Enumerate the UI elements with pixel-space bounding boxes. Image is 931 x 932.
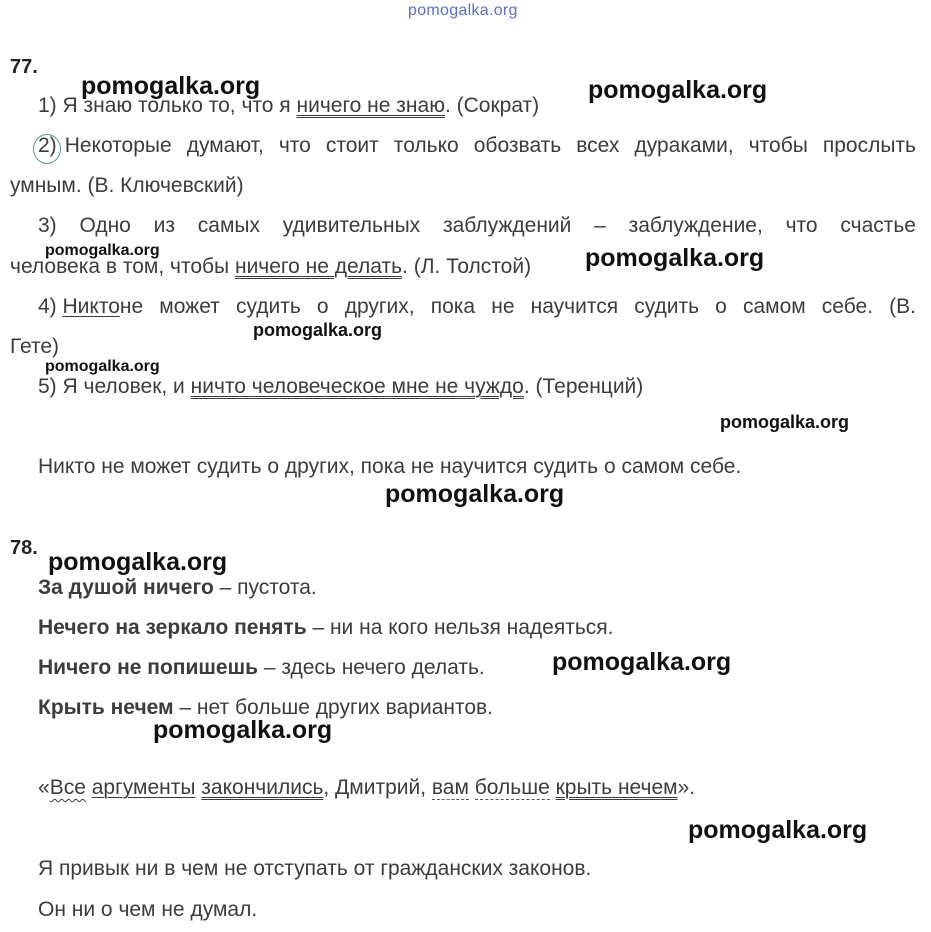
space [469, 776, 475, 799]
idiom-4-meaning: – нет больше других вариантов. [173, 696, 494, 719]
watermark: pomogalka.org [48, 548, 228, 576]
watermark: pomogalka.org [253, 320, 383, 340]
idiom-1-meaning: – пустота. [213, 576, 317, 599]
watermark: pomogalka.org [385, 480, 565, 508]
sentence-4-subject: Никто [62, 295, 120, 318]
sentence-5-start: 5) Я человек, и [38, 375, 191, 398]
watermark: pomogalka.org [588, 76, 768, 104]
sentence-4-rest: не может судить о других, пока не научится судить о самом себе. (В. [119, 295, 916, 318]
sentence-negative-2: Он ни о чем не думал. [38, 898, 258, 921]
sentence-5-end: . (Теренций) [523, 375, 644, 398]
sentence-negative-1: Я привык ни в чем не отступать от гражданских законов. [38, 857, 592, 880]
idiom-2 [38, 615, 614, 641]
idiom-2-meaning: – ни на кого нельзя надеяться. [306, 616, 614, 639]
example-word-subject: Все [49, 776, 86, 799]
sentence-3-line-1: 3) Одно из самых удивительных заблуждений – заблуждение, что счастье [38, 214, 916, 237]
idiom-3-phrase: Ничего не попишешь [38, 656, 258, 679]
idiom-4-phrase: Крыть нечем [38, 696, 174, 719]
sentence-2-line-1 [38, 133, 916, 159]
sentence-4-line-2: Гете) [10, 335, 60, 358]
sentence-3-underlined: ничего не делать [234, 255, 403, 278]
watermark: pomogalka.org [81, 72, 261, 100]
watermark: pomogalka.org [45, 358, 160, 375]
example-word-adverbial: больше [474, 776, 550, 799]
watermark: pomogalka.org [688, 816, 868, 844]
example-middle: , Дмитрий, [323, 776, 432, 799]
idiom-1-phrase: За душой ничего [38, 576, 214, 599]
exercise-number-77: 77. [10, 56, 38, 78]
sentence-2-marker: 2) [38, 134, 57, 157]
idiom-3 [38, 655, 485, 681]
sentence-5 [38, 374, 643, 400]
sentence-1-end: . (Сократ) [444, 94, 540, 117]
example-word-subject-2: аргументы [91, 776, 196, 799]
quote-close: ». [677, 776, 696, 799]
site-header: pomogalka.org [408, 2, 518, 19]
watermark: pomogalka.org [552, 648, 732, 676]
sentence-5-underlined: ничто человеческое мне не чуждо [190, 375, 524, 398]
example-word-object: вам [431, 776, 469, 799]
watermark: pomogalka.org [45, 242, 160, 259]
watermark: pomogalka.org [585, 244, 765, 272]
sentence-1-underlined: ничего не знаю [296, 94, 445, 117]
answer-77: Никто не может судить о других, пока не научится судить о самом себе. [38, 455, 742, 478]
sentence-1-start: 1) Я знаю только то, что я [38, 94, 297, 117]
sentence-3-start: человека в том, чтобы [10, 255, 235, 278]
exercise-number-78: 78. [10, 537, 38, 559]
example-sentence [38, 775, 695, 801]
sentence-2-text: Некоторые думают, что стоит только обозвать всех дураками, чтобы прослыть [64, 134, 916, 157]
sentence-4-line-1 [38, 294, 916, 320]
quote-open: « [38, 776, 50, 799]
sentence-3-end: . (Л. Толстой) [402, 255, 532, 278]
example-word-predicate: закончились [201, 776, 324, 799]
idiom-1 [38, 575, 317, 601]
sentence-2-line-2: умным. (В. Ключевский) [10, 174, 244, 197]
watermark: pomogalka.org [153, 716, 333, 744]
watermark: pomogalka.org [720, 412, 850, 432]
example-word-predicate-2: крыть нечем [555, 776, 678, 799]
idiom-2-phrase: Нечего на зеркало пенять [38, 616, 307, 639]
idiom-3-meaning: – здесь нечего делать. [257, 656, 485, 679]
sentence-4-start: 4) [38, 295, 63, 318]
